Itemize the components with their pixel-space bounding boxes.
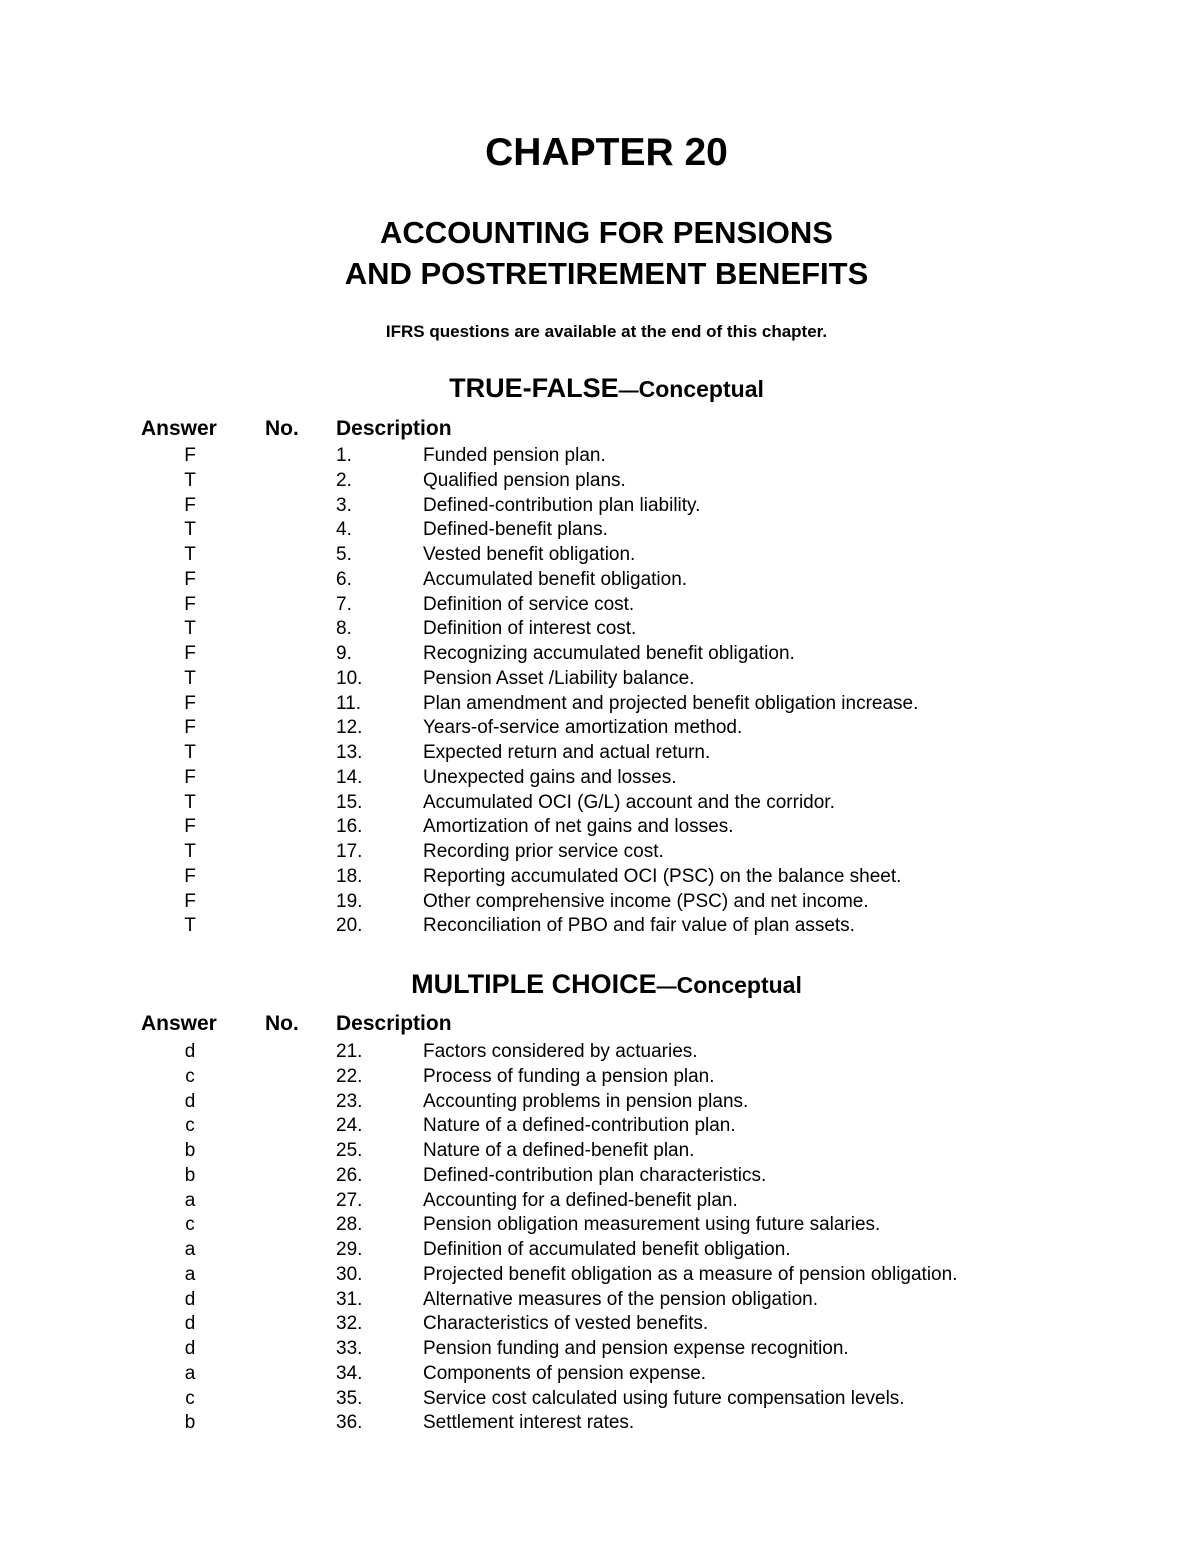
list-item: [0, 840, 1200, 865]
number-cell: 1.: [336, 445, 352, 466]
answer-cell: b: [184, 1164, 196, 1186]
multiple-choice-column-headers: [0, 1012, 1200, 1040]
list-item: [0, 914, 1200, 939]
answer-cell: c: [185, 1214, 195, 1236]
answer-cell: c: [185, 1387, 195, 1409]
description-cell: Service cost calculated using future compensation levels.: [423, 1387, 905, 1409]
list-item: [0, 642, 1200, 667]
column-header-number: No.: [265, 1012, 299, 1035]
answer-cell: T: [184, 469, 196, 491]
number-cell: 21.: [336, 1041, 363, 1062]
description-cell: Recording prior service cost.: [423, 841, 664, 862]
answer-cell: F: [184, 890, 196, 912]
list-item: [0, 1189, 1200, 1214]
list-item: [0, 1090, 1200, 1115]
list-item: [0, 543, 1200, 568]
chapter-title: CHAPTER 20: [485, 131, 728, 174]
description-cell: Components of pension expense.: [423, 1362, 707, 1384]
number-cell: 28.: [336, 1214, 363, 1236]
answer-cell: F: [184, 643, 196, 664]
multiple-choice-heading: [0, 966, 1200, 1007]
number-cell: 22.: [336, 1065, 363, 1087]
ifrs-note: IFRS questions are available at the end of this chapter.: [385, 322, 828, 341]
description-cell: Recognizing accumulated benefit obligation.: [423, 643, 795, 664]
answer-cell: a: [184, 1362, 196, 1384]
description-cell: Qualified pension plans.: [423, 469, 626, 491]
description-cell: Defined-contribution plan liability.: [423, 494, 701, 516]
description-cell: Expected return and actual return.: [423, 742, 711, 763]
heading-dash: —: [618, 380, 639, 402]
number-cell: 4.: [336, 519, 352, 541]
answer-cell: b: [184, 1412, 196, 1434]
answer-cell: d: [184, 1338, 196, 1359]
true-false-column-headers: [0, 417, 1200, 445]
number-cell: 27.: [336, 1189, 363, 1211]
answer-cell: c: [185, 1065, 195, 1087]
description-cell: Vested benefit obligation.: [423, 544, 636, 565]
answer-cell: a: [184, 1189, 196, 1211]
answer-cell: T: [184, 544, 196, 565]
list-item: [0, 791, 1200, 816]
answer-cell: F: [184, 692, 196, 714]
description-cell: Pension Asset /Liability balance.: [423, 667, 695, 689]
description-cell: Years-of-service amortization method.: [423, 717, 743, 739]
number-cell: 15.: [336, 791, 363, 813]
answer-cell: F: [184, 766, 196, 788]
answer-cell: F: [184, 568, 196, 590]
list-item: [0, 1362, 1200, 1387]
column-header-description: Description: [336, 1012, 452, 1035]
number-cell: 34.: [336, 1362, 363, 1384]
description-cell: Nature of a defined-benefit plan.: [423, 1140, 695, 1161]
description-cell: Pension obligation measurement using future salaries.: [423, 1214, 881, 1236]
list-item: [0, 1263, 1200, 1288]
answer-cell: F: [184, 816, 196, 838]
description-cell: Plan amendment and projected benefit obligation increase.: [423, 692, 919, 714]
answer-cell: F: [184, 445, 196, 466]
description-cell: Characteristics of vested benefits.: [423, 1313, 709, 1335]
answer-cell: d: [184, 1288, 196, 1310]
answer-cell: d: [184, 1313, 196, 1335]
number-cell: 7.: [336, 593, 352, 615]
list-item: [0, 1114, 1200, 1139]
number-cell: 2.: [336, 469, 352, 491]
number-cell: 36.: [336, 1412, 363, 1434]
answer-cell: F: [184, 494, 196, 516]
number-cell: 14.: [336, 766, 363, 788]
list-item: [0, 593, 1200, 618]
description-cell: Accounting for a defined-benefit plan.: [423, 1189, 738, 1211]
list-item: [0, 1337, 1200, 1362]
answer-cell: T: [184, 742, 196, 763]
list-item: [0, 518, 1200, 543]
number-cell: 6.: [336, 568, 352, 590]
number-cell: 25.: [336, 1140, 363, 1161]
list-item: [0, 1288, 1200, 1313]
list-item: [0, 716, 1200, 741]
true-false-heading-main: TRUE-FALSE: [449, 373, 619, 403]
answer-cell: a: [184, 1239, 196, 1260]
list-item: [0, 1387, 1200, 1412]
answer-cell: d: [184, 1041, 196, 1062]
answer-cell: T: [184, 915, 196, 937]
true-false-heading: [0, 370, 1200, 411]
list-item: [0, 568, 1200, 593]
chapter-subtitle-line-1: ACCOUNTING FOR PENSIONS: [380, 215, 833, 250]
number-cell: 23.: [336, 1090, 363, 1112]
description-cell: Accumulated OCI (G/L) account and the corridor.: [423, 791, 835, 813]
list-item: [0, 1139, 1200, 1164]
true-false-list: [0, 444, 1200, 939]
answer-cell: F: [184, 717, 196, 739]
list-item: [0, 692, 1200, 717]
list-item: [0, 1040, 1200, 1065]
description-cell: Alternative measures of the pension obligation.: [423, 1288, 819, 1310]
description-cell: Defined-benefit plans.: [423, 519, 608, 541]
number-cell: 24.: [336, 1115, 363, 1137]
list-item: [0, 766, 1200, 791]
number-cell: 35.: [336, 1387, 363, 1409]
number-cell: 17.: [336, 841, 363, 862]
answer-cell: T: [184, 519, 196, 541]
list-item: [0, 444, 1200, 469]
number-cell: 20.: [336, 915, 363, 937]
number-cell: 10.: [336, 667, 363, 689]
answer-cell: T: [184, 841, 196, 862]
true-false-heading-sub: Conceptual: [638, 376, 764, 402]
list-item: [0, 890, 1200, 915]
description-cell: Pension funding and pension expense recognition.: [423, 1338, 849, 1359]
description-cell: Reporting accumulated OCI (PSC) on the balance sheet.: [423, 865, 902, 887]
list-item: [0, 494, 1200, 519]
description-cell: Funded pension plan.: [423, 445, 606, 466]
number-cell: 19.: [336, 890, 363, 912]
number-cell: 31.: [336, 1288, 363, 1310]
number-cell: 18.: [336, 865, 363, 887]
number-cell: 32.: [336, 1313, 363, 1335]
description-cell: Nature of a defined-contribution plan.: [423, 1115, 736, 1137]
multiple-choice-list: [0, 1040, 1200, 1436]
description-cell: Projected benefit obligation as a measure of pension obligation.: [423, 1263, 958, 1285]
chapter-subtitle-line-2: AND POSTRETIREMENT BENEFITS: [344, 256, 869, 291]
list-item: [0, 1213, 1200, 1238]
column-header-answer: Answer: [141, 417, 217, 440]
answer-cell: a: [184, 1263, 196, 1285]
list-item: [0, 865, 1200, 890]
number-cell: 3.: [336, 494, 352, 516]
description-cell: Reconciliation of PBO and fair value of plan assets.: [423, 915, 855, 937]
answer-cell: T: [184, 791, 196, 813]
answer-cell: c: [185, 1115, 195, 1137]
list-item: [0, 617, 1200, 642]
description-cell: Definition of interest cost.: [423, 618, 637, 640]
number-cell: 29.: [336, 1239, 363, 1260]
description-cell: Defined-contribution plan characteristics.: [423, 1164, 767, 1186]
description-cell: Other comprehensive income (PSC) and net income.: [423, 890, 869, 912]
number-cell: 26.: [336, 1164, 363, 1186]
multiple-choice-heading-main: MULTIPLE CHOICE: [411, 969, 657, 999]
answer-cell: F: [184, 593, 196, 615]
list-item: [0, 1164, 1200, 1189]
number-cell: 13.: [336, 742, 363, 763]
column-header-number: No.: [265, 417, 299, 440]
answer-cell: F: [184, 865, 196, 887]
description-cell: Accounting problems in pension plans.: [423, 1090, 749, 1112]
number-cell: 11.: [336, 692, 362, 714]
number-cell: 8.: [336, 618, 352, 640]
list-item: [0, 469, 1200, 494]
list-item: [0, 1238, 1200, 1263]
list-item: [0, 667, 1200, 692]
number-cell: 9.: [336, 643, 352, 664]
answer-cell: b: [184, 1140, 196, 1161]
list-item: [0, 1312, 1200, 1337]
description-cell: Process of funding a pension plan.: [423, 1065, 715, 1087]
description-cell: Definition of accumulated benefit obligation.: [423, 1239, 791, 1260]
list-item: [0, 741, 1200, 766]
multiple-choice-heading-sub: Conceptual: [676, 972, 802, 998]
list-item: [0, 1411, 1200, 1436]
list-item: [0, 815, 1200, 840]
description-cell: Definition of service cost.: [423, 593, 635, 615]
column-header-answer: Answer: [141, 1012, 217, 1035]
number-cell: 30.: [336, 1263, 363, 1285]
column-header-description: Description: [336, 417, 452, 440]
description-cell: Accumulated benefit obligation.: [423, 568, 688, 590]
description-cell: Amortization of net gains and losses.: [423, 816, 734, 838]
answer-cell: T: [184, 667, 196, 689]
description-cell: Unexpected gains and losses.: [423, 766, 677, 788]
number-cell: 5.: [336, 544, 352, 565]
number-cell: 16.: [336, 816, 363, 838]
list-item: [0, 1065, 1200, 1090]
description-cell: Settlement interest rates.: [423, 1412, 635, 1434]
heading-dash: —: [656, 976, 677, 998]
number-cell: 12.: [336, 717, 363, 739]
number-cell: 33.: [336, 1338, 363, 1359]
answer-cell: T: [184, 618, 196, 640]
description-cell: Factors considered by actuaries.: [423, 1041, 698, 1062]
answer-cell: d: [184, 1090, 196, 1112]
